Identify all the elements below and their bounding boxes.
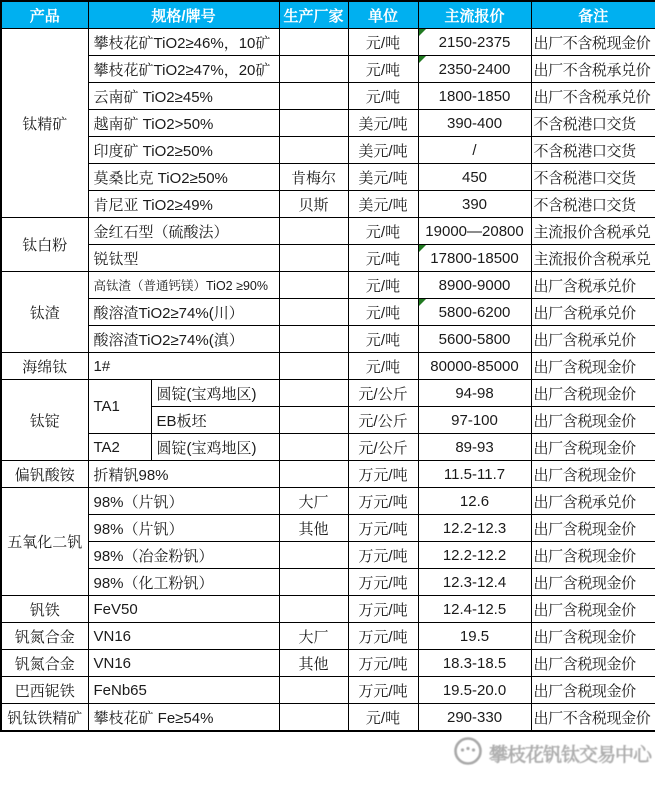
price-cell: 390 [418,191,531,218]
unit-cell: 美元/吨 [348,191,418,218]
price-cell: / [418,137,531,164]
note-cell: 出厂含税现金价 [531,434,655,461]
spec-cell: 酸溶渣TiO2≥74%(川） [88,299,279,326]
manufacturer-cell [279,137,348,164]
spec-cell: 高钛渣（普通钙镁）TiO2 ≥90% [88,272,279,299]
note-cell: 出厂含税现金价 [531,515,655,542]
unit-cell: 美元/吨 [348,164,418,191]
spec-cell: 攀枝花矿 Fe≥54% [88,704,279,732]
table-row [1,434,655,461]
spec-cell: FeV50 [88,596,279,623]
unit-cell: 元/吨 [348,56,418,83]
table-header [1,1,655,29]
note-cell: 出厂不含税承兑价 [531,56,655,83]
comment-marker-icon [419,245,426,252]
manufacturer-cell: 肯梅尔 [279,164,348,191]
spec-cell: 金红石型（硫酸法） [88,218,279,245]
note-cell: 主流报价含税承兑 [531,218,655,245]
price-cell: 2350-2400 [418,56,531,83]
table-body [1,29,655,732]
table-row [1,299,655,326]
watermark-text: 攀枝花钒钛交易中心 [489,744,652,766]
product-cell: 钒钛铁精矿 [1,704,88,732]
watermark [452,733,655,773]
spec-sub-cell: 圆锭(宝鸡地区) [151,380,279,407]
unit-cell: 万元/吨 [348,515,418,542]
table-row [1,515,655,542]
price-cell: 97-100 [418,407,531,434]
unit-cell: 万元/吨 [348,461,418,488]
note-cell: 出厂含税现金价 [531,461,655,488]
manufacturer-cell [279,245,348,272]
unit-cell: 元/吨 [348,218,418,245]
price-cell: 89-93 [418,434,531,461]
table-row [1,623,655,650]
table-row [1,542,655,569]
product-cell: 钒氮合金 [1,650,88,677]
unit-cell: 元/吨 [348,704,418,732]
product-cell: 钒氮合金 [1,623,88,650]
unit-cell: 元/吨 [348,353,418,380]
price-cell: 19.5-20.0 [418,677,531,704]
price-cell: 12.2-12.2 [418,542,531,569]
manufacturer-cell [279,326,348,353]
note-cell: 出厂含税现金价 [531,569,655,596]
table-row [1,56,655,83]
unit-cell: 美元/吨 [348,137,418,164]
table-row [1,380,655,407]
note-cell: 不含税港口交货 [531,110,655,137]
manufacturer-cell: 其他 [279,515,348,542]
unit-cell: 万元/吨 [348,569,418,596]
column-header: 单位 [348,1,418,29]
spec-cell: 98%（冶金粉钒） [88,542,279,569]
unit-cell: 元/吨 [348,299,418,326]
manufacturer-cell [279,272,348,299]
unit-cell: 元/吨 [348,245,418,272]
note-cell: 出厂含税现金价 [531,623,655,650]
column-header: 规格/牌号 [88,1,279,29]
manufacturer-cell [279,110,348,137]
product-cell: 钒铁 [1,596,88,623]
price-cell: 18.3-18.5 [418,650,531,677]
note-cell: 不含税港口交货 [531,191,655,218]
table-row [1,326,655,353]
note-cell: 出厂含税承兑价 [531,272,655,299]
note-cell: 出厂含税承兑价 [531,488,655,515]
product-cell: 钛渣 [1,272,88,353]
price-cell: 94-98 [418,380,531,407]
unit-cell: 万元/吨 [348,596,418,623]
spec-cell: 锐钛型 [88,245,279,272]
note-cell: 出厂含税现金价 [531,353,655,380]
table-row [1,461,655,488]
spec-cell: 98%（片钒） [88,488,279,515]
manufacturer-cell [279,542,348,569]
header-row [1,1,655,29]
manufacturer-cell [279,407,348,434]
spec-cell: 肯尼亚 TiO2≥49% [88,191,279,218]
note-cell: 出厂含税现金价 [531,380,655,407]
table-row [1,83,655,110]
price-cell: 5800-6200 [418,299,531,326]
note-cell: 不含税港口交货 [531,164,655,191]
unit-cell: 元/吨 [348,83,418,110]
product-cell: 钛锭 [1,380,88,461]
manufacturer-cell [279,380,348,407]
price-cell: 12.2-12.3 [418,515,531,542]
product-cell: 偏钒酸铵 [1,461,88,488]
price-cell: 1800-1850 [418,83,531,110]
table-row [1,29,655,56]
product-cell: 海绵钛 [1,353,88,380]
unit-cell: 万元/吨 [348,488,418,515]
note-cell: 出厂含税现金价 [531,542,655,569]
note-cell: 出厂含税现金价 [531,677,655,704]
price-cell: 12.4-12.5 [418,596,531,623]
note-cell: 主流报价含税承兑 [531,245,655,272]
table-row [1,245,655,272]
note-cell: 出厂不含税承兑价 [531,83,655,110]
price-cell: 8900-9000 [418,272,531,299]
table-row [1,488,655,515]
table-row [1,191,655,218]
table-row [1,569,655,596]
manufacturer-cell [279,218,348,245]
spec-cell: VN16 [88,623,279,650]
table-row [1,650,655,677]
table-row [1,704,655,732]
spec-cell: 越南矿 TiO2>50% [88,110,279,137]
price-cell: 19000—20800 [418,218,531,245]
unit-cell: 万元/吨 [348,650,418,677]
comment-marker-icon [419,29,426,36]
unit-cell: 元/吨 [348,29,418,56]
spec-cell: 98%（化工粉钒） [88,569,279,596]
spec-cell: 攀枝花矿TiO2≥46%，10矿 [88,29,279,56]
spec-cell: FeNb65 [88,677,279,704]
manufacturer-cell [279,569,348,596]
unit-cell: 万元/吨 [348,677,418,704]
column-header: 产品 [1,1,88,29]
unit-cell: 美元/吨 [348,110,418,137]
note-cell: 出厂不含税现金价 [531,704,655,732]
manufacturer-cell [279,704,348,732]
table-row [1,353,655,380]
note-cell: 出厂含税承兑价 [531,326,655,353]
spec-cell: TA1 [88,380,151,434]
note-cell: 出厂含税现金价 [531,596,655,623]
spec-sub-cell: EB板坯 [151,407,279,434]
column-header: 生产厂家 [279,1,348,29]
unit-cell: 元/吨 [348,272,418,299]
price-cell: 12.6 [418,488,531,515]
price-cell: 19.5 [418,623,531,650]
spec-cell: 折精钒98% [88,461,279,488]
note-cell: 出厂含税现金价 [531,650,655,677]
price-cell: 5600-5800 [418,326,531,353]
table-row [1,218,655,245]
note-cell: 不含税港口交货 [531,137,655,164]
column-header: 备注 [531,1,655,29]
unit-cell: 元/公斤 [348,407,418,434]
unit-cell: 万元/吨 [348,623,418,650]
spec-cell: 1# [88,353,279,380]
spec-cell: 98%（片钒） [88,515,279,542]
table-row [1,110,655,137]
product-cell: 五氧化二钒 [1,488,88,596]
manufacturer-cell: 其他 [279,650,348,677]
spec-cell: 莫桑比克 TiO2≥50% [88,164,279,191]
product-cell: 钛精矿 [1,29,88,218]
table-row [1,272,655,299]
spec-cell: TA2 [88,434,151,461]
column-header: 主流报价 [418,1,531,29]
note-cell: 出厂含税承兑价 [531,299,655,326]
table-row [1,164,655,191]
price-cell: 12.3-12.4 [418,569,531,596]
spec-cell: VN16 [88,650,279,677]
note-cell: 出厂含税现金价 [531,407,655,434]
unit-cell: 万元/吨 [348,542,418,569]
spec-sub-cell: 圆锭(宝鸡地区) [151,434,279,461]
spec-cell: 攀枝花矿TiO2≥47%，20矿 [88,56,279,83]
manufacturer-cell: 大厂 [279,623,348,650]
unit-cell: 元/吨 [348,326,418,353]
unit-cell: 元/公斤 [348,434,418,461]
price-cell: 11.5-11.7 [418,461,531,488]
manufacturer-cell [279,299,348,326]
manufacturer-cell [279,56,348,83]
manufacturer-cell [279,461,348,488]
price-cell: 2150-2375 [418,29,531,56]
spec-cell: 云南矿 TiO2≥45% [88,83,279,110]
price-cell: 290-330 [418,704,531,732]
comment-marker-icon [419,299,426,306]
unit-cell: 元/公斤 [348,380,418,407]
product-cell: 钛白粉 [1,218,88,272]
table-row [1,596,655,623]
table-row [1,137,655,164]
manufacturer-cell: 贝斯 [279,191,348,218]
spec-cell: 印度矿 TiO2≥50% [88,137,279,164]
trade-center-logo-icon [452,735,484,772]
price-cell: 390-400 [418,110,531,137]
manufacturer-cell [279,353,348,380]
manufacturer-cell: 大厂 [279,488,348,515]
manufacturer-cell [279,29,348,56]
product-cell: 巴西铌铁 [1,677,88,704]
manufacturer-cell [279,677,348,704]
note-cell: 出厂不含税现金价 [531,29,655,56]
price-cell: 80000-85000 [418,353,531,380]
price-cell: 17800-18500 [418,245,531,272]
spec-cell: 酸溶渣TiO2≥74%(滇） [88,326,279,353]
manufacturer-cell [279,83,348,110]
manufacturer-cell [279,596,348,623]
comment-marker-icon [419,56,426,63]
table-row [1,677,655,704]
manufacturer-cell [279,434,348,461]
price-cell: 450 [418,164,531,191]
